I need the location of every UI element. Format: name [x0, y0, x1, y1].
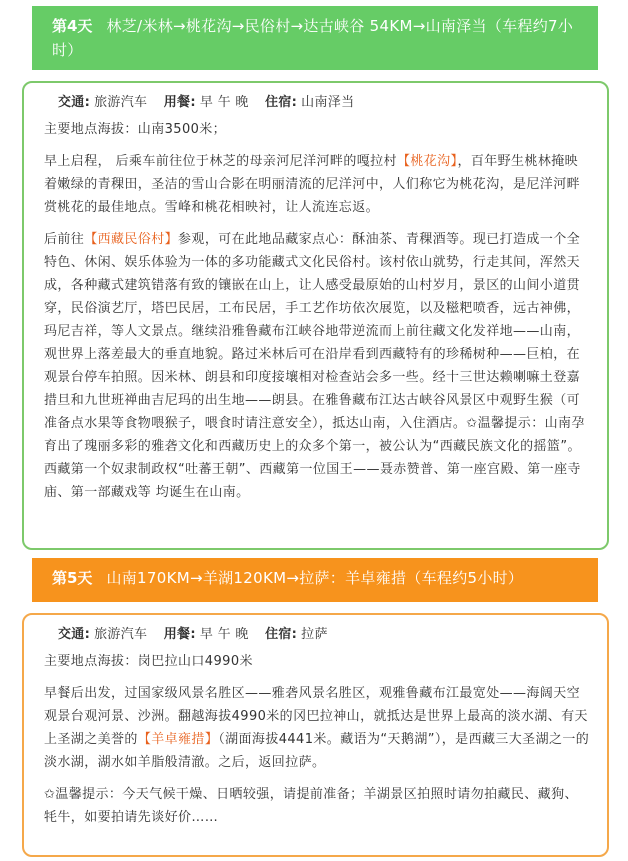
stay-label: 住宿:: [265, 627, 298, 642]
day4-altitude: 主要地点海拔：山南3500米；: [44, 122, 227, 137]
text-segment: 参观，可在此地品藏家点心：酥油茶、青稞酒等。现已打造成一个全特色、休闲、娱乐体验为一体的多功能藏式文化民俗村。该村依山就势，行走其间，浑然天成，各种藏式建筑错落有致的镶嵌在山上，让人感受最原始的山村岁月，景区的山间小道贯穿，民俗演艺厅，塔巴民居，工布民居，手工艺作坊依次展览，以及糍粑喷香，远古神佛，玛尼吉祥，等人文景点。继续沿雅鲁藏布江峡谷地带逆流而上前往藏文化发祥地——山南，观世界上落差最大的垂直地貌。路过米林后可在沿岸看到西藏特有的珍稀树种——巨柏，在观景台停车拍照。因米林、朗县和印度接壤相对检查站会多一些。经十三世达赖喇嘛土登嘉措旦和九世班禅曲吉尼玛的出生地——朗县。在雅鲁藏布江达古峡谷风景区中观野生猴（可准备点水果等食物喂猴子，喂食时请注意安全），抵达山南，入住酒店。✩温馨提示：山南孕育出了瑰丽多彩的雅砻文化和西藏历史上的众多个第一，被公认为“西藏民族文化的摇篮”。西藏第一个奴隶制政权“吐蕃王朝”、西藏第一位国王——聂赤赞普、第一座宫殿、第一座寺庙、第一部藏戏等 均诞生在山南。: [44, 232, 585, 500]
day4-paragraph-2: [44, 228, 591, 504]
yamdrok-lake-highlight: 【羊卓雍措】: [137, 732, 219, 747]
day5-tip: ✩温馨提示：今天气候干燥、日晒较强，请提前准备；羊湖景区拍照时请勿拍藏民、藏狗、牦牛，如要拍请先谈好价……: [44, 787, 578, 825]
day4-paragraph-1: [44, 150, 591, 219]
folk-village-highlight: 【西藏民俗村】: [84, 232, 179, 247]
meals-value: 早 午 晚: [199, 95, 249, 110]
transport-label: 交通:: [58, 95, 91, 110]
day4-header-bar: [32, 6, 598, 70]
day5-altitude: 主要地点海拔：岗巴拉山口4990米: [44, 654, 253, 669]
transport-label: 交通:: [58, 627, 91, 642]
text-segment: ，百年野生桃林掩映着嫩绿的青稞田，圣洁的雪山合影在明丽清流的尼洋河中，人们称它为桃花沟，是尼洋河畔赏桃花的最佳地点。雪峰和桃花相映衬，让人流连忘返。: [44, 154, 581, 215]
day4-label: 第4天: [52, 17, 93, 35]
text-segment: 早上启程， 后乘车前往位于林芝的母亲河尼洋河畔的嘎拉村: [44, 154, 397, 169]
day5-route: 山南170KM→羊湖120KM→拉萨：羊卓雍措（车程约5小时）: [106, 569, 524, 587]
meals-value: 早 午 晚: [199, 627, 249, 642]
meals-label: 用餐:: [163, 627, 196, 642]
day5-paragraph-1: [44, 682, 591, 774]
day4-meta: [58, 91, 591, 114]
text-segment: 后前往: [44, 232, 85, 247]
peach-valley-highlight: 【桃花沟】: [396, 154, 458, 169]
day5-label: 第5天: [52, 569, 93, 587]
meals-label: 用餐:: [163, 95, 196, 110]
text-segment: （湖面海拔4441米。藏语为“天鹅湖”），是西藏三大圣湖之一的淡水湖，湖水如羊脂般清澈。之后，返回拉萨。: [44, 732, 590, 770]
text-segment: 早餐后出发，过国家级风景名胜区——雅砻风景名胜区，观雅鲁藏布江最宽处——海阔天空观景台观河景、沙洲。翻越海拔4990米的冈巴拉神山，就抵达是世界上最高的淡水湖、有天上圣湖之美誉的: [44, 686, 588, 747]
transport-value: 旅游汽车: [94, 627, 148, 642]
day5-header-bar: [32, 558, 598, 602]
stay-value: 拉萨: [301, 627, 328, 642]
stay-label: 住宿:: [265, 95, 298, 110]
day4-route: 林芝/米林→桃花沟→民俗村→达古峡谷 54KM→山南泽当（车程约7小时）: [52, 17, 574, 59]
stay-value: 山南泽当: [301, 95, 355, 110]
day4-card: [22, 81, 609, 550]
transport-value: 旅游汽车: [94, 95, 148, 110]
day5-card: [22, 613, 609, 857]
day5-meta: [58, 623, 591, 646]
